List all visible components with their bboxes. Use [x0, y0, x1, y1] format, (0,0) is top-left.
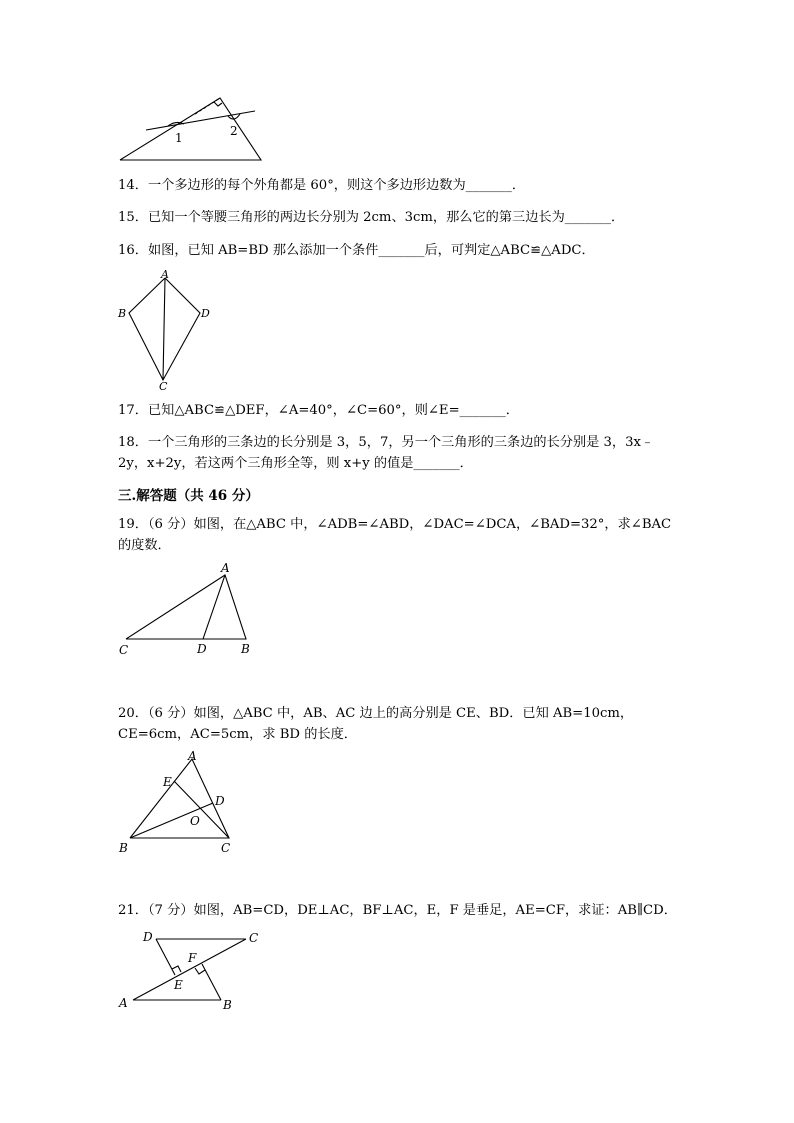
figure-16-diagonal-ac — [163, 278, 165, 380]
question-21: 21．（7 分）如图，AB=CD，DE⊥AC，BF⊥AC，E，F 是垂足，AE=CF，求证：AB∥CD． — [118, 903, 677, 918]
figure-21-segment-de — [156, 939, 175, 975]
figure-19 — [115, 560, 265, 660]
figure-20-altitude-ce — [174, 781, 229, 838]
figure-exterior-label-1: 1 — [175, 131, 183, 145]
figure-19-label-a: A — [221, 561, 230, 575]
question-20: 20．（6 分）如图，△ABC 中，AB、AC 边上的高分别是 CE、BD．已知 AB=10cm，CE=6cm，AC=5cm，求 BD 的长度． — [118, 706, 634, 742]
question-17: 17．已知△ABC≌△DEF，∠A=40°，∠C=60°，则∠E=_______． — [118, 403, 519, 418]
figure-19-label-b: B — [241, 642, 250, 656]
figure-20-label-b: B — [119, 841, 128, 855]
figure-21-segment-bf — [202, 964, 221, 1000]
figure-19-triangle — [126, 575, 246, 639]
section-3-heading: 三.解答题（共 46 分） — [118, 488, 259, 504]
figure-21-right-angle-f — [195, 968, 205, 974]
figure-16-label-b: B — [118, 307, 127, 320]
figure-19-label-d: D — [197, 642, 207, 656]
figure-16 — [115, 268, 215, 393]
figure-19-label-c: C — [119, 643, 129, 657]
figure-exterior-angles — [110, 90, 270, 165]
figure-20-label-c: C — [221, 841, 231, 855]
figure-16-label-d: D — [201, 307, 210, 320]
figure-21-label-f: F — [188, 951, 197, 965]
figure-20 — [115, 748, 245, 858]
figure-21-label-d: D — [143, 930, 153, 944]
figure-21 — [115, 925, 265, 1015]
figure-16-label-c: C — [159, 380, 168, 393]
figure-exterior-label-2: 2 — [230, 124, 238, 138]
question-14: 14．一个多边形的每个外角都是 60°，则这个多边形边数为_______． — [118, 178, 526, 193]
figure-19-segment-ad — [203, 575, 225, 639]
figure-20-label-e: E — [163, 775, 172, 789]
figure-20-altitude-bd — [130, 803, 213, 838]
figure-20-label-d: D — [215, 794, 225, 808]
question-16: 16．如图，已知 AB=BD 那么添加一个条件_______后，可判定△ABC≌△ADC． — [118, 243, 595, 258]
figure-exterior-triangle — [120, 98, 261, 160]
question-18: 18．一个三角形的三条边的长分别是 3，5，7，另一个三角形的三条边的长分别是 3，3x﹣2y，x+2y，若这两个三角形全等，则 x+y 的值是_______． — [118, 435, 655, 471]
figure-exterior-right-angle-mark — [214, 102, 222, 106]
figure-21-label-c: C — [249, 931, 259, 945]
question-15: 15．已知一个等腰三角形的两边长分别为 2cm、3cm，那么它的第三边长为_______． — [118, 210, 625, 225]
figure-20-label-a: A — [188, 749, 197, 763]
figure-16-label-a: A — [161, 268, 169, 281]
question-19: 19．（6 分）如图，在△ABC 中，∠ADB=∠ABD，∠DAC=∠DCA，∠BAD=32°，求∠BAC 的度数． — [118, 517, 676, 553]
figure-21-diagonal-ac — [133, 939, 246, 1000]
figure-21-label-a: A — [119, 996, 128, 1010]
figure-20-label-o: O — [190, 814, 200, 828]
figure-21-label-b: B — [223, 998, 232, 1012]
figure-21-label-e: E — [174, 978, 183, 992]
